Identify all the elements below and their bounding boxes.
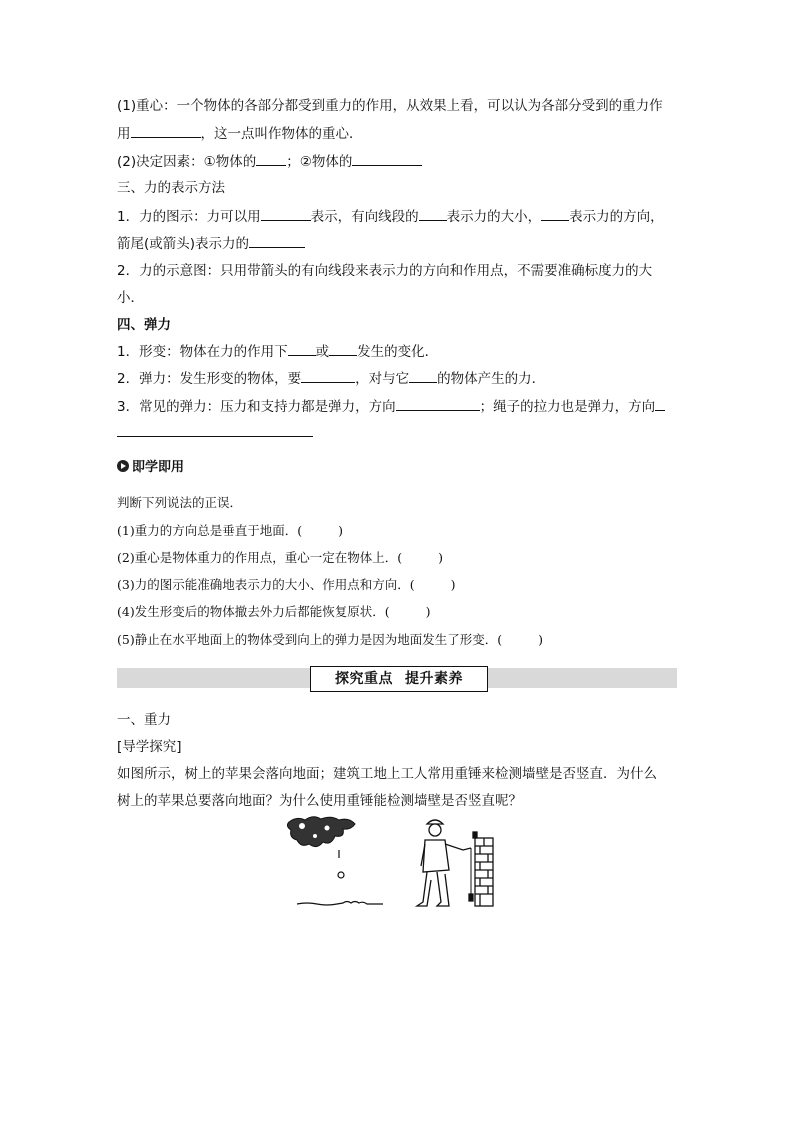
inquiry-paragraph-2: 树上的苹果总要落向地面？为什么使用重锤能检测墙壁是否竖直呢？ — [117, 793, 522, 809]
apple-tree-illustration — [287, 817, 383, 905]
force-sketch-line-2: 小． — [117, 290, 144, 306]
fill-blank[interactable] — [409, 368, 437, 383]
practice-item: (3)力的图示能准确地表示力的大小、作用点和方向．( ) — [117, 577, 456, 592]
fill-blank[interactable] — [261, 206, 311, 221]
fill-blank[interactable] — [541, 206, 569, 221]
force-diagram-line-1: 1．力的图示：力可以用 表示，有向线段的 表示力的大小， 表示力的方向， — [117, 206, 679, 227]
practice-item: (2)重心是物体重力的作用点，重心一定在物体上．( ) — [117, 550, 443, 565]
play-icon — [117, 460, 129, 472]
fill-blank[interactable] — [288, 341, 316, 356]
fill-blank[interactable] — [256, 151, 286, 166]
practice-item: (1)重力的方向总是垂直于地面．( ) — [117, 523, 343, 538]
fill-blank[interactable] — [419, 206, 447, 221]
fill-blank[interactable] — [131, 123, 201, 138]
section-banner: 探究重点 提升素养 — [310, 666, 488, 692]
gravity-center-line-2: 用 ，这一点叫作物体的重心． — [117, 123, 679, 144]
section-heading-gravity: 一、重力 — [117, 712, 171, 728]
practice-heading: 即学即用 — [117, 458, 679, 478]
guided-inquiry-label: [导学探究] — [117, 739, 182, 755]
worker-plumb-illustration — [417, 820, 493, 906]
fill-blank[interactable] — [249, 233, 305, 248]
inquiry-paragraph-1: 如图所示，树上的苹果会落向地面；建筑工地上工人常用重锤来检测墙壁是否竖直．为什么 — [117, 766, 657, 782]
elastic-force-line: 2．弹力：发生形变的物体，要 ，对与它 的物体产生的力． — [117, 368, 679, 389]
force-sketch-line-1: 2．力的示意图：只用带箭头的有向线段来表示力的方向和作用点，不需要准确标度力的大 — [117, 263, 653, 279]
practice-item: (5)静止在水平地面上的物体受到向上的弹力是因为地面发生了形变．( ) — [117, 632, 543, 647]
section-heading-elastic-force: 四、弹力 — [117, 317, 171, 333]
practice-item: (4)发生形变后的物体撤去外力后都能恢复原状．( ) — [117, 604, 431, 619]
apple-and-plumb-figure — [287, 814, 517, 914]
gravity-center-line-1: (1)重心：一个物体的各部分都受到重力的作用，从效果上看，可以认为各部分受到的重力作 — [117, 98, 663, 114]
fill-blank[interactable] — [352, 151, 422, 166]
determining-factors-line: (2)决定因素：①物体的 ；②物体的 — [117, 151, 679, 172]
deformation-line: 1．形变：物体在力的作用下 或 发生的变化． — [117, 341, 679, 362]
fill-blank[interactable] — [396, 396, 480, 411]
practice-intro: 判断下列说法的正误． — [117, 495, 243, 510]
force-diagram-line-2: 箭尾(或箭头)表示力的 — [117, 233, 679, 254]
fill-blank[interactable] — [655, 396, 665, 411]
fill-blank[interactable] — [301, 368, 355, 383]
fill-blank[interactable] — [329, 341, 357, 356]
common-elastic-force-line: 3．常见的弹力：压力和支持力都是弹力，方向 ；绳子的拉力也是弹力，方向 — [117, 396, 679, 417]
section-heading-force-representation: 三、力的表示方法 — [117, 180, 225, 196]
fill-blank[interactable] — [117, 436, 313, 437]
